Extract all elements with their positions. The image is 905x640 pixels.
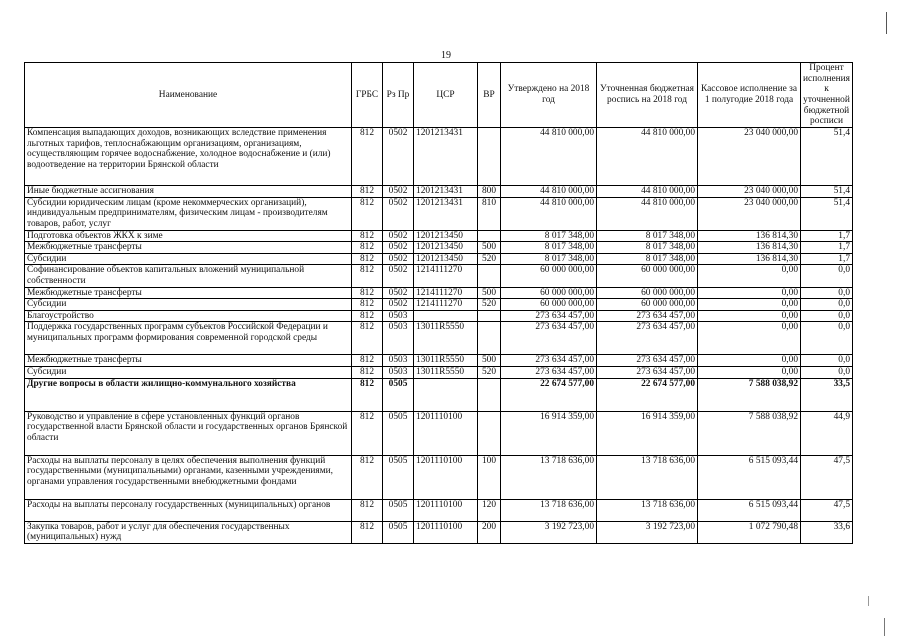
cell-approved: 60 000 000,00 [501, 287, 597, 299]
cell-grbs: 812 [352, 455, 383, 499]
cell-cash: 0,00 [698, 322, 801, 355]
table-body [25, 128, 853, 544]
header-csr: ЦСР [414, 63, 478, 128]
cell-vr [478, 310, 501, 322]
cell-grbs: 812 [352, 186, 383, 198]
cell-grbs: 812 [352, 230, 383, 242]
cell-percent: 1,7 [801, 242, 853, 254]
header-cash: Кассовое исполнение за 1 полугодие 2018 года [698, 63, 801, 128]
table-row [25, 310, 853, 322]
cell-approved: 60 000 000,00 [501, 299, 597, 311]
cell-refined: 273 634 457,00 [597, 355, 698, 367]
cell-grbs: 812 [352, 310, 383, 322]
header-name: Наименование [25, 63, 352, 128]
cell-vr [478, 378, 501, 411]
cell-percent: 33,6 [801, 521, 853, 543]
cell-name: Межбюджетные трансферты [25, 355, 352, 367]
cell-percent: 47,5 [801, 499, 853, 521]
cell-cash: 23 040 000,00 [698, 197, 801, 230]
cell-rzpr: 0502 [383, 265, 414, 287]
cell-refined: 44 810 000,00 [597, 186, 698, 198]
cell-percent: 33,5 [801, 378, 853, 411]
cell-cash: 0,00 [698, 366, 801, 378]
cell-csr: 1201213450 [414, 253, 478, 265]
table-row [25, 197, 853, 230]
cell-name: Расходы на выплаты персоналу государственных (муниципальных) органов [25, 499, 352, 521]
cell-approved: 44 810 000,00 [501, 128, 597, 186]
cell-grbs: 812 [352, 355, 383, 367]
cell-percent: 47,5 [801, 455, 853, 499]
cell-refined: 273 634 457,00 [597, 366, 698, 378]
cell-refined: 273 634 457,00 [597, 322, 698, 355]
cell-cash: 136 814,30 [698, 230, 801, 242]
cell-approved: 273 634 457,00 [501, 322, 597, 355]
header-approved: Утверждено на 2018 год [501, 63, 597, 128]
cell-vr: 520 [478, 366, 501, 378]
cell-csr: 1201213450 [414, 242, 478, 254]
header-percent: Процент исполнения к уточненной бюджетной росписи [801, 63, 853, 128]
cell-approved: 13 718 636,00 [501, 499, 597, 521]
cell-approved: 13 718 636,00 [501, 455, 597, 499]
cell-cash: 23 040 000,00 [698, 128, 801, 186]
cell-refined: 13 718 636,00 [597, 499, 698, 521]
cell-refined: 13 718 636,00 [597, 455, 698, 499]
cell-refined: 8 017 348,00 [597, 230, 698, 242]
cell-csr: 1214111270 [414, 265, 478, 287]
cell-approved: 8 017 348,00 [501, 230, 597, 242]
cell-refined: 60 000 000,00 [597, 299, 698, 311]
cell-cash: 23 040 000,00 [698, 186, 801, 198]
table-row [25, 521, 853, 543]
cell-percent: 44,9 [801, 411, 853, 455]
cell-csr [414, 310, 478, 322]
cell-grbs: 812 [352, 322, 383, 355]
cell-csr: 1201110100 [414, 499, 478, 521]
cell-percent: 1,7 [801, 253, 853, 265]
cell-grbs: 812 [352, 366, 383, 378]
scan-edge-mark [868, 596, 869, 606]
cell-grbs: 812 [352, 411, 383, 455]
cell-csr: 1201110100 [414, 411, 478, 455]
cell-cash: 7 588 038,92 [698, 411, 801, 455]
cell-name: Закупка товаров, работ и услуг для обеспечения государственных (муниципальных) нужд [25, 521, 352, 543]
cell-csr: 1214111270 [414, 287, 478, 299]
cell-refined: 16 914 359,00 [597, 411, 698, 455]
cell-percent: 0,0 [801, 355, 853, 367]
cell-rzpr: 0505 [383, 455, 414, 499]
cell-vr [478, 230, 501, 242]
cell-name: Руководство и управление в сфере установленных функций органов государственной власти Брянской области и государственных органов Брянской области [25, 411, 352, 455]
cell-rzpr: 0505 [383, 378, 414, 411]
cell-percent: 0,0 [801, 265, 853, 287]
cell-grbs: 812 [352, 265, 383, 287]
cell-name: Софинансирование объектов капитальных вложений муниципальной собственности [25, 265, 352, 287]
cell-rzpr: 0502 [383, 287, 414, 299]
cell-grbs: 812 [352, 197, 383, 230]
cell-percent: 51,4 [801, 186, 853, 198]
cell-rzpr: 0503 [383, 310, 414, 322]
cell-approved: 3 192 723,00 [501, 521, 597, 543]
cell-cash: 0,00 [698, 287, 801, 299]
cell-refined: 8 017 348,00 [597, 242, 698, 254]
cell-approved: 22 674 577,00 [501, 378, 597, 411]
cell-csr: 13011R5550 [414, 355, 478, 367]
cell-rzpr: 0505 [383, 521, 414, 543]
cell-approved: 16 914 359,00 [501, 411, 597, 455]
cell-rzpr: 0503 [383, 355, 414, 367]
cell-rzpr: 0502 [383, 186, 414, 198]
table-row [25, 366, 853, 378]
cell-vr: 810 [478, 197, 501, 230]
cell-percent: 1,7 [801, 230, 853, 242]
cell-grbs: 812 [352, 128, 383, 186]
cell-cash: 136 814,30 [698, 253, 801, 265]
table-row [25, 265, 853, 287]
cell-name: Подготовка объектов ЖКХ к зиме [25, 230, 352, 242]
cell-rzpr: 0502 [383, 242, 414, 254]
cell-name: Субсидии юридическим лицам (кроме некоммерческих организаций), индивидуальным предпринимателям, физическим лицам - производителям товаров, работ, услуг [25, 197, 352, 230]
cell-cash: 7 588 038,92 [698, 378, 801, 411]
cell-cash: 0,00 [698, 265, 801, 287]
header-grbs: ГРБС [352, 63, 383, 128]
cell-refined: 22 674 577,00 [597, 378, 698, 411]
cell-vr: 120 [478, 499, 501, 521]
cell-refined: 8 017 348,00 [597, 253, 698, 265]
cell-grbs: 812 [352, 299, 383, 311]
cell-refined: 273 634 457,00 [597, 310, 698, 322]
cell-rzpr: 0502 [383, 128, 414, 186]
cell-percent: 0,0 [801, 366, 853, 378]
cell-approved: 44 810 000,00 [501, 197, 597, 230]
cell-approved: 60 000 000,00 [501, 265, 597, 287]
table-row [25, 186, 853, 198]
cell-rzpr: 0503 [383, 366, 414, 378]
scan-edge-mark [884, 618, 885, 636]
table-row [25, 322, 853, 355]
cell-name: Межбюджетные трансферты [25, 242, 352, 254]
cell-csr: 1201213450 [414, 230, 478, 242]
cell-percent: 0,0 [801, 310, 853, 322]
cell-name: Межбюджетные трансферты [25, 287, 352, 299]
cell-percent: 51,4 [801, 128, 853, 186]
table-row [25, 411, 853, 455]
cell-cash: 6 515 093,44 [698, 499, 801, 521]
cell-refined: 3 192 723,00 [597, 521, 698, 543]
cell-name: Поддержка государственных программ субъектов Российской Федерации и муниципальных программ формирования современной городской среды [25, 322, 352, 355]
cell-vr: 500 [478, 242, 501, 254]
cell-grbs: 812 [352, 378, 383, 411]
cell-grbs: 812 [352, 499, 383, 521]
cell-csr: 1201110100 [414, 521, 478, 543]
cell-rzpr: 0502 [383, 197, 414, 230]
cell-refined: 60 000 000,00 [597, 287, 698, 299]
table-row [25, 253, 853, 265]
cell-csr: 1201213431 [414, 197, 478, 230]
cell-grbs: 812 [352, 253, 383, 265]
cell-name: Субсидии [25, 299, 352, 311]
cell-percent: 0,0 [801, 322, 853, 355]
cell-csr: 1201213431 [414, 186, 478, 198]
budget-table [24, 62, 853, 544]
cell-rzpr: 0502 [383, 230, 414, 242]
cell-grbs: 812 [352, 521, 383, 543]
cell-name: Другие вопросы в области жилищно-коммунального хозяйства [25, 378, 352, 411]
cell-csr: 13011R5550 [414, 322, 478, 355]
cell-cash: 136 814,30 [698, 242, 801, 254]
cell-approved: 273 634 457,00 [501, 355, 597, 367]
cell-name: Компенсация выпадающих доходов, возникающих вследствие применения льготных тарифов, теплоснабжающим организациям, организациям, осуществляющим горячее водоснабжение, холодное водоснабжение и (или) водоотведение на территории Брянской области [25, 128, 352, 186]
cell-grbs: 812 [352, 287, 383, 299]
header-rzpr: Рз Пр [383, 63, 414, 128]
cell-csr: 1201110100 [414, 455, 478, 499]
cell-rzpr: 0502 [383, 253, 414, 265]
cell-cash: 1 072 790,48 [698, 521, 801, 543]
table-row [25, 455, 853, 499]
scan-edge-mark [886, 12, 887, 34]
cell-vr [478, 128, 501, 186]
cell-vr: 800 [478, 186, 501, 198]
table-row [25, 230, 853, 242]
cell-csr [414, 378, 478, 411]
table-row [25, 299, 853, 311]
cell-rzpr: 0505 [383, 411, 414, 455]
cell-cash: 0,00 [698, 355, 801, 367]
cell-vr: 200 [478, 521, 501, 543]
cell-approved: 273 634 457,00 [501, 310, 597, 322]
cell-percent: 0,0 [801, 287, 853, 299]
table-row [25, 242, 853, 254]
cell-rzpr: 0502 [383, 299, 414, 311]
page-number: 19 [441, 50, 451, 61]
cell-approved: 273 634 457,00 [501, 366, 597, 378]
cell-name: Иные бюджетные ассигнования [25, 186, 352, 198]
cell-vr [478, 322, 501, 355]
table-row [25, 287, 853, 299]
cell-cash: 0,00 [698, 299, 801, 311]
cell-vr: 520 [478, 253, 501, 265]
table-row [25, 128, 853, 186]
cell-approved: 44 810 000,00 [501, 186, 597, 198]
cell-percent: 0,0 [801, 299, 853, 311]
cell-rzpr: 0505 [383, 499, 414, 521]
table-header-row [25, 63, 853, 128]
cell-csr: 1214111270 [414, 299, 478, 311]
cell-refined: 44 810 000,00 [597, 197, 698, 230]
cell-name: Субсидии [25, 253, 352, 265]
cell-approved: 8 017 348,00 [501, 253, 597, 265]
table-row [25, 499, 853, 521]
header-refined: Уточненная бюджетная роспись на 2018 год [597, 63, 698, 128]
cell-vr [478, 411, 501, 455]
cell-name: Субсидии [25, 366, 352, 378]
cell-percent: 51,4 [801, 197, 853, 230]
table-row [25, 355, 853, 367]
cell-refined: 60 000 000,00 [597, 265, 698, 287]
cell-vr: 520 [478, 299, 501, 311]
cell-cash: 0,00 [698, 310, 801, 322]
cell-grbs: 812 [352, 242, 383, 254]
cell-vr: 500 [478, 355, 501, 367]
cell-approved: 8 017 348,00 [501, 242, 597, 254]
cell-name: Благоустройство [25, 310, 352, 322]
cell-name: Расходы на выплаты персоналу в целях обеспечения выполнения функций государственными (муниципальными) органами, казенными учреждениями, органами управления государственными внебюджетными фондами [25, 455, 352, 499]
cell-cash: 6 515 093,44 [698, 455, 801, 499]
cell-vr [478, 265, 501, 287]
cell-refined: 44 810 000,00 [597, 128, 698, 186]
cell-rzpr: 0503 [383, 322, 414, 355]
cell-vr: 500 [478, 287, 501, 299]
cell-csr: 1201213431 [414, 128, 478, 186]
header-vr: ВР [478, 63, 501, 128]
cell-csr: 13011R5550 [414, 366, 478, 378]
cell-vr: 100 [478, 455, 501, 499]
table-row [25, 378, 853, 411]
